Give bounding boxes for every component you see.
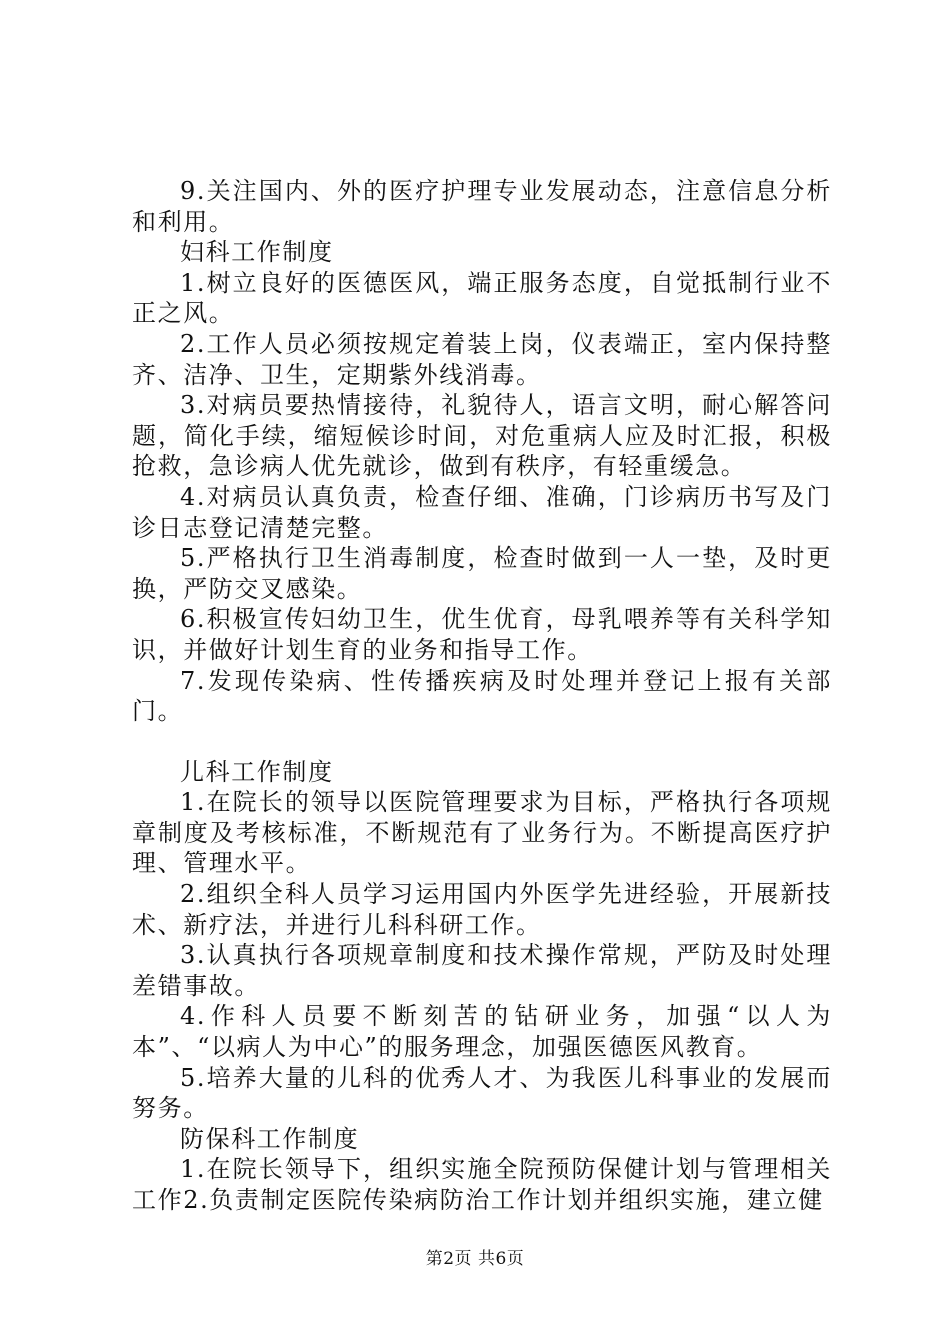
paragraph-gyn-3: 3.对病员要热情接待，礼貌待人，语言文明，耐心解答问题，简化手续，缩短候诊时间，对危重病人应及时汇报，积极抢救，急诊病人优先就诊，做到有秩序，有轻重缓急。: [132, 391, 832, 481]
paragraph-gyn-5: 5.严格执行卫生消毒制度，检查时做到一人一垫，及时更换，严防交叉感染。: [132, 544, 832, 603]
paragraph-ped-4: 4.作科人员要不断刻苦的钻研业务，加强“以人为本”、“以病人为中心”的服务理念，加强医德医风教育。: [132, 1002, 832, 1062]
section-heading-pediatrics: 儿科工作制度: [180, 757, 334, 786]
paragraph-item-9-info: 9.关注国内、外的医疗护理专业发展动态，注意信息分析和利用。: [132, 177, 832, 236]
blank-line: [132, 727, 832, 757]
paragraph-gyn-6: 6.积极宣传妇幼卫生，优生优育，母乳喂养等有关科学知识，并做好计划生育的业务和指导工作。: [132, 605, 832, 664]
paragraph-ped-5: 5.培养大量的儿科的优秀人才、为我医儿科事业的发展而努务。: [132, 1063, 832, 1123]
paragraph-gyn-2: 2.工作人员必须按规定着装上岗，仪表端正，室内保持整齐、洁净、卫生，定期紫外线消毒。: [132, 329, 832, 389]
paragraph-gyn-1: 1.树立良好的医德医风，端正服务态度，自觉抵制行业不正之风。: [132, 268, 832, 328]
section-heading-gynecology: 妇科工作制度: [180, 238, 334, 267]
document-body: [132, 176, 832, 1216]
paragraph-gyn-7: 7.发现传染病、性传播疾病及时处理并登记上报有关部门。: [132, 666, 832, 726]
paragraph-ped-1: 1.在院长的领导以医院管理要求为目标，严格执行各项规章制度及考核标准，不断规范有了业务行为。不断提高医疗护理、管理水平。: [132, 788, 832, 878]
paragraph-ped-2: 2.组织全科人员学习运用国内外医学先进经验，开展新技术、新疗法，并进行儿科科研工作。: [132, 880, 832, 939]
paragraph-prev-1: 1.在院长领导下，组织实施全院预防保健计划与管理相关工作2.负责制定医院传染病防治工作计划并组织实施，建立健: [132, 1155, 832, 1214]
page-number-footer: 第2页 共6页: [425, 1249, 525, 1269]
section-heading-prevention: 防保科工作制度: [180, 1124, 360, 1153]
paragraph-ped-3: 3.认真执行各项规章制度和技术操作常规，严防及时处理差错事故。: [132, 941, 832, 1000]
paragraph-gyn-4: 4.对病员认真负责，检查仔细、准确，门诊病历书写及门诊日志登记清楚完整。: [132, 482, 832, 542]
